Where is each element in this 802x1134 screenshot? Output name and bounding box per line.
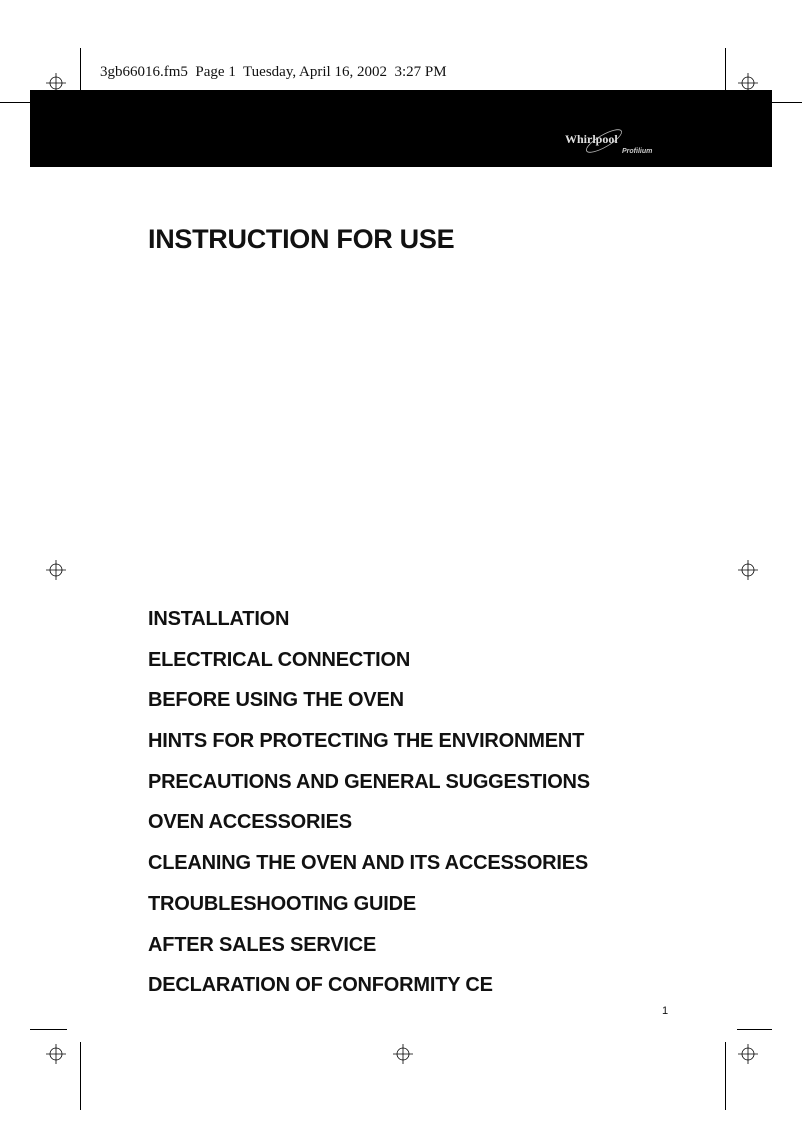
crop-mark: [772, 102, 802, 103]
contents-item: DECLARATION OF CONFORMITY CE: [148, 974, 493, 997]
contents-item: AFTER SALES SERVICE: [148, 933, 377, 956]
page-number: 1: [662, 1005, 669, 1017]
registration-mark-icon: [46, 560, 66, 580]
contents-item: OVEN ACCESSORIES: [148, 811, 352, 834]
contents-item: TROUBLESHOOTING GUIDE: [148, 892, 417, 915]
print-slug-line: 3gb66016.fm5 Page 1 Tuesday, April 16, 2002 3:27 PM: [100, 64, 447, 80]
contents-item: ELECTRICAL CONNECTION: [148, 648, 411, 671]
crop-mark: [30, 1029, 67, 1030]
logo-subbrand: Profilium: [622, 148, 653, 155]
header-band: [30, 90, 772, 167]
registration-mark-icon: [738, 560, 758, 580]
logo-brand: Whirlpool: [565, 132, 618, 146]
registration-mark-icon: [393, 1044, 413, 1064]
contents-item: BEFORE USING THE OVEN: [148, 689, 404, 712]
contents-list: [148, 605, 590, 1012]
document-title: INSTRUCTION FOR USE: [148, 224, 455, 254]
crop-mark: [725, 48, 726, 92]
crop-mark: [725, 1042, 726, 1110]
contents-item: PRECAUTIONS AND GENERAL SUGGESTIONS: [148, 770, 590, 793]
contents-item: HINTS FOR PROTECTING THE ENVIRONMENT: [148, 730, 585, 753]
contents-item: INSTALLATION: [148, 608, 290, 630]
crop-mark: [737, 1029, 772, 1030]
registration-mark-icon: [738, 1044, 758, 1064]
crop-mark: [80, 48, 81, 92]
crop-mark: [0, 102, 30, 103]
crop-mark: [80, 1042, 81, 1110]
contents-item: CLEANING THE OVEN AND ITS ACCESSORIES: [148, 852, 589, 875]
registration-mark-icon: [46, 1044, 66, 1064]
